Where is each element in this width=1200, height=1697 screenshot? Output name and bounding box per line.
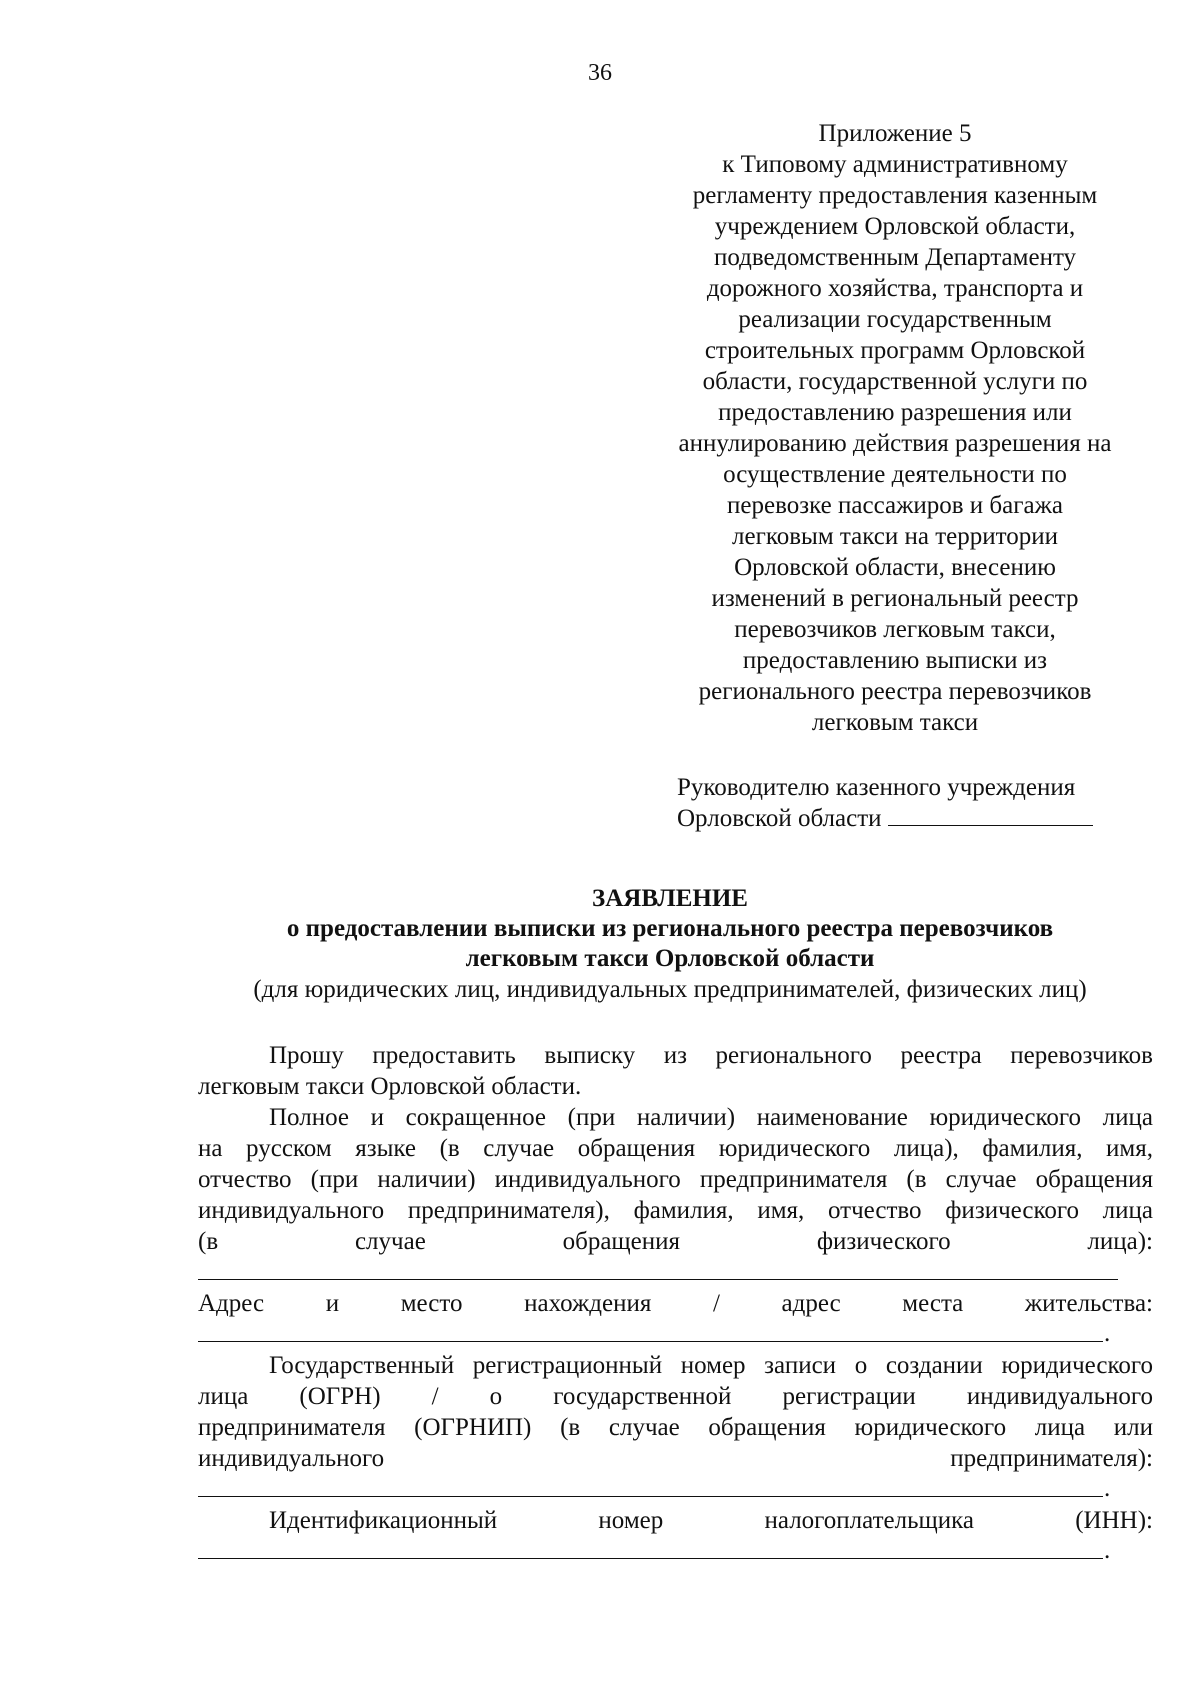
appendix-line: регионального реестра перевозчиков [698,678,1092,705]
paragraph-5-line: Идентификационный номер налогоплательщика (ИНН): [269,1507,1153,1534]
appendix-line: предоставлению разрешения или [718,399,1072,426]
paragraph-1-line: легковым такси Орловской области. [198,1073,582,1100]
inn-field[interactable] [198,1536,1153,1567]
paragraph-1-line: Прошу предоставить выписку из регионального реестра перевозчиков [269,1042,1153,1069]
appendix-line: учреждением Орловской области, [714,213,1076,240]
document-title [190,884,1150,1005]
document-body [198,1040,1153,1567]
appendix-header [650,118,1140,738]
appendix-line: подведомственным Департаменту [713,244,1077,271]
paragraph-4-line: предпринимателя (ОГРНИП) (в случае обращения юридического лица или [198,1414,1153,1441]
addressee-line-1: Руководителю казенного учреждения [677,774,1076,801]
paragraph-2-line: (в случае обращения физического лица): [198,1228,1153,1255]
title-note: (для юридических лиц, индивидуальных предпринимателей, физических лиц) [253,976,1087,1003]
ogrn-field-line [198,1496,1103,1497]
appendix-line: Приложение 5 [818,120,972,147]
appendix-line: Орловской области, внесению [734,554,1056,581]
appendix-line: легковым такси на территории [732,523,1058,550]
inn-field-dot: . [1104,1537,1111,1564]
ogrn-field-dot: . [1104,1475,1111,1502]
addressee-name-field[interactable] [888,803,1093,826]
title-subtitle-2: легковым такси Орловской области [465,945,875,972]
paragraph-2-line: Полное и сокращенное (при наличии) наименование юридического лица [269,1104,1153,1131]
paragraph-4-line: индивидуального предпринимателя): [198,1445,1153,1472]
appendix-line: области, государственной услуги по [702,368,1088,395]
page-number: 36 [588,60,612,86]
appendix-line: реализации государственным [738,306,1052,333]
title-main: ЗАЯВЛЕНИЕ [592,885,748,912]
address-field-line [198,1341,1103,1342]
appendix-line: перевозчиков легковым такси, [734,616,1056,643]
address-field-dot: . [1104,1320,1111,1347]
address-field[interactable] [198,1319,1153,1350]
inn-field-line [198,1558,1103,1559]
name-field[interactable] [198,1257,1153,1288]
appendix-line: предоставлению выписки из [742,647,1048,674]
paragraph-2-line: отчество (при наличии) индивидуального предпринимателя (в случае обращения [198,1166,1153,1193]
paragraph-4-line: лица (ОГРН) / о государственной регистрации индивидуального [198,1383,1153,1410]
ogrn-field[interactable] [198,1474,1153,1505]
name-field-line [198,1279,1118,1280]
paragraph-2-line: на русском языке (в случае обращения юридического лица), фамилия, имя, [198,1135,1153,1162]
appendix-line: дорожного хозяйства, транспорта и [706,275,1084,302]
appendix-line: осуществление деятельности по [723,461,1067,488]
paragraph-3-line: Адрес и место нахождения / адрес места жительства: [198,1290,1153,1317]
appendix-line: легковым такси [811,709,979,736]
appendix-line: аннулированию действия разрешения на [678,430,1112,457]
appendix-line: строительных программ Орловской [704,337,1086,364]
appendix-line: изменений в региональный реестр [711,585,1079,612]
paragraph-4-line: Государственный регистрационный номер записи о создании юридического [269,1352,1153,1379]
paragraph-2-line: индивидуального предпринимателя), фамилия, имя, отчество физического лица [198,1197,1153,1224]
appendix-line: к Типовому административному [722,151,1068,178]
appendix-line: регламенту предоставления казенным [692,182,1098,209]
addressee-line-2: Орловской области [677,805,882,832]
appendix-line: перевозке пассажиров и багажа [727,492,1063,519]
addressee-block [677,772,1137,834]
title-subtitle-1: о предоставлении выписки из регионального реестра перевозчиков [286,915,1054,942]
